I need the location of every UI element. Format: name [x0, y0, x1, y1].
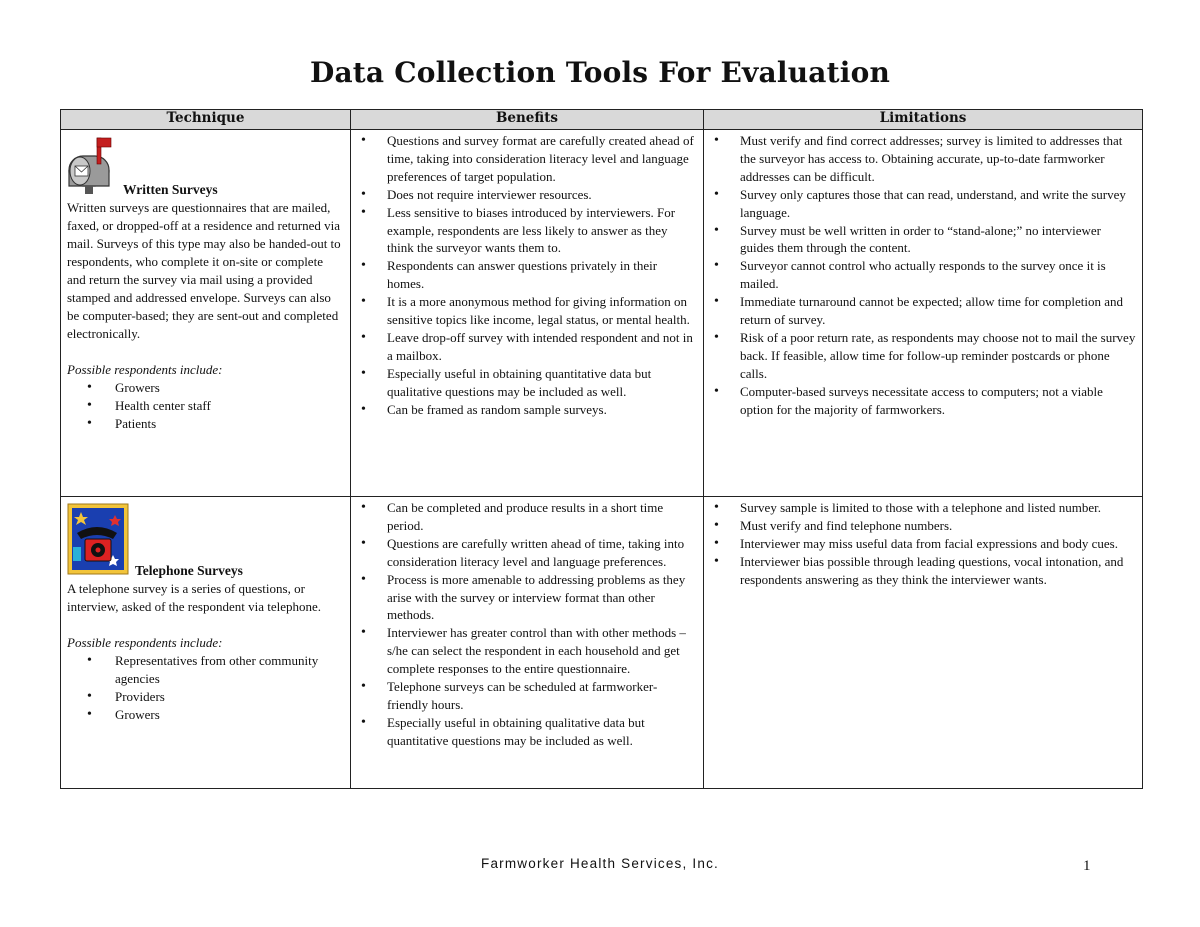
page-number: 1	[1083, 858, 1091, 874]
list-item: • Survey must be well written in order to “stand-alone;” no interviewer guides them through the content.	[708, 222, 1136, 258]
list-item: • Survey only captures those that can read, understand, and write the survey language.	[708, 186, 1136, 222]
mailbox-icon	[67, 136, 117, 199]
benefits-list	[355, 132, 697, 419]
technique-description: Written surveys are questionnaires that are mailed, faxed, or dropped-off at a residence and returned via mail. Surveys of this type may also be handed-out to respondents, who complete it on-site or complete and return the survey via mail using a provided stamped and addressed envelope. Surveys can also be computer-based; they are sent-out and completed electronically.	[67, 200, 341, 341]
list-item: • Does not require interviewer resources.	[355, 186, 697, 204]
list-item: • It is a more anonymous method for giving information on sensitive topics like income, legal status, or mental health.	[355, 293, 697, 329]
list-item: • Interviewer may miss useful data from facial expressions and body cues.	[708, 535, 1136, 553]
list-item: • Representatives from other community agencies	[67, 652, 344, 688]
list-item: • Risk of a poor return rate, as respondents may choose not to mail the survey back. If feasible, allow time for follow-up reminder postcards or phone calls.	[708, 329, 1136, 383]
respondents-label: Possible respondents include:	[67, 362, 223, 377]
table-row-telephone-surveys	[61, 497, 1143, 789]
list-item: • Surveyor cannot control who actually responds to the survey once it is mailed.	[708, 257, 1136, 293]
technique-name: Telephone Surveys	[135, 563, 243, 578]
list-item: • Immediate turnaround cannot be expected; allow time for completion and return of survey.	[708, 293, 1136, 329]
column-header-benefits: Benefits	[351, 110, 704, 130]
list-item: • Process is more amenable to addressing problems as they arise with the survey or interview format than other methods.	[355, 571, 697, 625]
list-item: • Questions are carefully written ahead of time, taking into consideration literacy level and language preferences.	[355, 535, 697, 571]
list-item: • Leave drop-off survey with intended respondent and not in a mailbox.	[355, 329, 697, 365]
column-header-limitations: Limitations	[704, 110, 1143, 130]
evaluation-tools-table	[60, 109, 1143, 789]
technique-name: Written Surveys	[123, 182, 218, 197]
benefits-cell	[351, 497, 704, 789]
telephone-icon	[67, 503, 129, 580]
list-item: • Interviewer has greater control than with other methods – s/he can select the respondent in each household and get complete responses to the entire questionnaire.	[355, 624, 697, 678]
technique-description: A telephone survey is a series of questions, or interview, asked of the respondent via telephone.	[67, 581, 322, 614]
limitations-list	[708, 132, 1136, 419]
respondents-list	[67, 379, 344, 433]
respondents-label: Possible respondents include:	[67, 635, 223, 650]
list-item: • Must verify and find correct addresses; survey is limited to addresses that the surveyor has access to. Obtaining accurate, up-to-date farmworker addresses can be difficult.	[708, 132, 1136, 186]
page-title: Data Collection Tools For Evaluation	[309, 56, 891, 89]
list-item: • Growers	[67, 706, 344, 724]
limitations-cell	[704, 130, 1143, 497]
list-item: • Survey sample is limited to those with a telephone and listed number.	[708, 499, 1136, 517]
list-item: • Respondents can answer questions privately in their homes.	[355, 257, 697, 293]
list-item: • Growers	[67, 379, 344, 397]
limitations-cell	[704, 497, 1143, 789]
list-item: • Less sensitive to biases introduced by interviewers. For example, respondents are less likely to answer as they think the surveyor wants them to.	[355, 204, 697, 258]
column-header-technique: Technique	[61, 110, 351, 130]
respondents-list	[67, 652, 344, 724]
list-item: • Telephone surveys can be scheduled at farmworker-friendly hours.	[355, 678, 697, 714]
list-item: • Questions and survey format are carefully created ahead of time, taking into consideration literacy level and language preferences of target population.	[355, 132, 697, 186]
list-item: • Providers	[67, 688, 344, 706]
list-item: • Can be completed and produce results in a short time period.	[355, 499, 697, 535]
technique-cell	[61, 497, 351, 789]
limitations-list	[708, 499, 1136, 589]
table-row-written-surveys	[61, 130, 1143, 497]
list-item: • Computer-based surveys necessitate access to computers; not a viable option for the majority of farmworkers.	[708, 383, 1136, 419]
benefits-list	[355, 499, 697, 750]
list-item: • Patients	[67, 415, 344, 433]
list-item: • Especially useful in obtaining qualitative data but quantitative questions may be included as well.	[355, 714, 697, 750]
list-item: • Health center staff	[67, 397, 344, 415]
table-header-row	[61, 110, 1143, 130]
footer-organization: Farmworker Health Services, Inc.	[481, 856, 719, 871]
list-item: • Interviewer bias possible through leading questions, vocal intonation, and respondents answering as they think the interviewer wants.	[708, 553, 1136, 589]
technique-cell	[61, 130, 351, 497]
list-item: • Can be framed as random sample surveys.	[355, 401, 697, 419]
list-item: • Must verify and find telephone numbers.	[708, 517, 1136, 535]
list-item: • Especially useful in obtaining quantitative data but qualitative questions may be included as well.	[355, 365, 697, 401]
benefits-cell	[351, 130, 704, 497]
